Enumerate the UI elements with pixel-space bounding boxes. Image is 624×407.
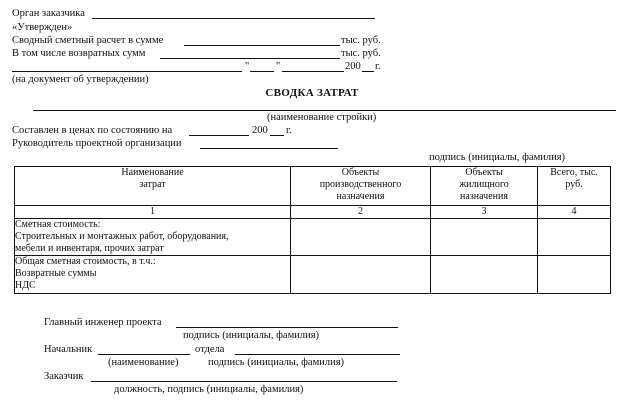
table-cell[interactable] xyxy=(431,219,538,256)
customer-caption: должность, подпись (инициалы, фамилия) xyxy=(114,384,304,395)
prices-label: Составлен в ценах по состоянию на xyxy=(12,125,173,136)
department-head-field[interactable] xyxy=(235,354,400,355)
summary-estimate-field[interactable] xyxy=(184,45,340,46)
construction-name-field[interactable] xyxy=(33,110,616,111)
table-header-row xyxy=(15,167,611,206)
approval-day-field[interactable] xyxy=(250,71,274,72)
column-number: 4 xyxy=(538,206,611,219)
project-head-label: Руководитель проектной организации xyxy=(12,138,182,149)
row-estimate-cost-name: Сметная стоимость: Строительных и монтажных работ, оборудования, мебели и инвентаря, прочих затрат xyxy=(15,219,291,256)
header-total: Всего, тыс. руб. xyxy=(538,167,611,206)
prices-year-suffix: г. xyxy=(286,125,292,136)
table-number-row xyxy=(15,206,611,219)
chief-engineer-caption: подпись (инициалы, фамилия) xyxy=(183,330,320,341)
approval-doc-field[interactable] xyxy=(12,71,242,72)
project-head-signature-caption: подпись (инициалы, фамилия) xyxy=(429,152,566,163)
unit-name-caption: (наименование) xyxy=(108,357,179,368)
customer-org-field[interactable] xyxy=(92,18,375,19)
column-number: 3 xyxy=(431,206,538,219)
returnable-sums-label: В том числе возвратных сумм xyxy=(12,48,146,59)
customer-org-label: Орган заказчика xyxy=(12,8,85,19)
summary-estimate-label: Сводный сметный расчет в сумме xyxy=(12,35,164,46)
department-label: отдела xyxy=(195,344,225,355)
table-cell[interactable] xyxy=(291,219,431,256)
prices-date-field[interactable] xyxy=(189,135,249,136)
approval-doc-note: (на документ об утверждении) xyxy=(12,74,149,85)
head-label: Начальник xyxy=(44,344,93,355)
table-row xyxy=(15,256,611,294)
approved-label: «Утвержден» xyxy=(12,22,73,33)
table-cell[interactable] xyxy=(291,256,431,294)
table-cell[interactable] xyxy=(538,256,611,294)
project-head-field[interactable] xyxy=(200,148,338,149)
head-unit-field[interactable] xyxy=(98,354,190,355)
cost-summary-table xyxy=(14,166,611,294)
prices-year: 200 xyxy=(252,125,268,136)
header-production-objects: Объекты производственного назначения xyxy=(291,167,431,206)
table-cell[interactable] xyxy=(431,256,538,294)
customer-label: Заказчик xyxy=(44,371,84,382)
chief-engineer-label: Главный инженер проекта xyxy=(44,317,162,328)
document-title: СВОДКА ЗАТРАТ xyxy=(265,87,359,99)
approval-month-field[interactable] xyxy=(282,71,344,72)
date-quote-close: " xyxy=(276,61,281,72)
approval-year-suffix: г. xyxy=(375,61,381,72)
row-total-cost-name: Общая сметная стоимость, в т.ч.: Возвратные суммы НДС xyxy=(15,256,291,294)
table-cell[interactable] xyxy=(538,219,611,256)
chief-engineer-field[interactable] xyxy=(176,327,398,328)
approval-year: 200 xyxy=(345,61,361,72)
header-housing-objects: Объекты жилищного назначения xyxy=(431,167,538,206)
column-number: 1 xyxy=(15,206,291,219)
head-signature-caption: подпись (инициалы, фамилия) xyxy=(208,357,345,368)
table-row xyxy=(15,219,611,256)
customer-signature-field[interactable] xyxy=(91,381,397,382)
header-cost-name: Наименование затрат xyxy=(15,167,291,206)
summary-estimate-unit: тыс. руб. xyxy=(341,35,381,46)
approval-year-field[interactable] xyxy=(362,71,374,72)
column-number: 2 xyxy=(291,206,431,219)
returnable-sums-field[interactable] xyxy=(160,58,340,59)
date-quote-open: " xyxy=(245,61,250,72)
prices-year-field[interactable] xyxy=(270,135,284,136)
returnable-sums-unit: тыс. руб. xyxy=(341,48,381,59)
construction-name-caption: (наименование стройки) xyxy=(267,112,377,123)
